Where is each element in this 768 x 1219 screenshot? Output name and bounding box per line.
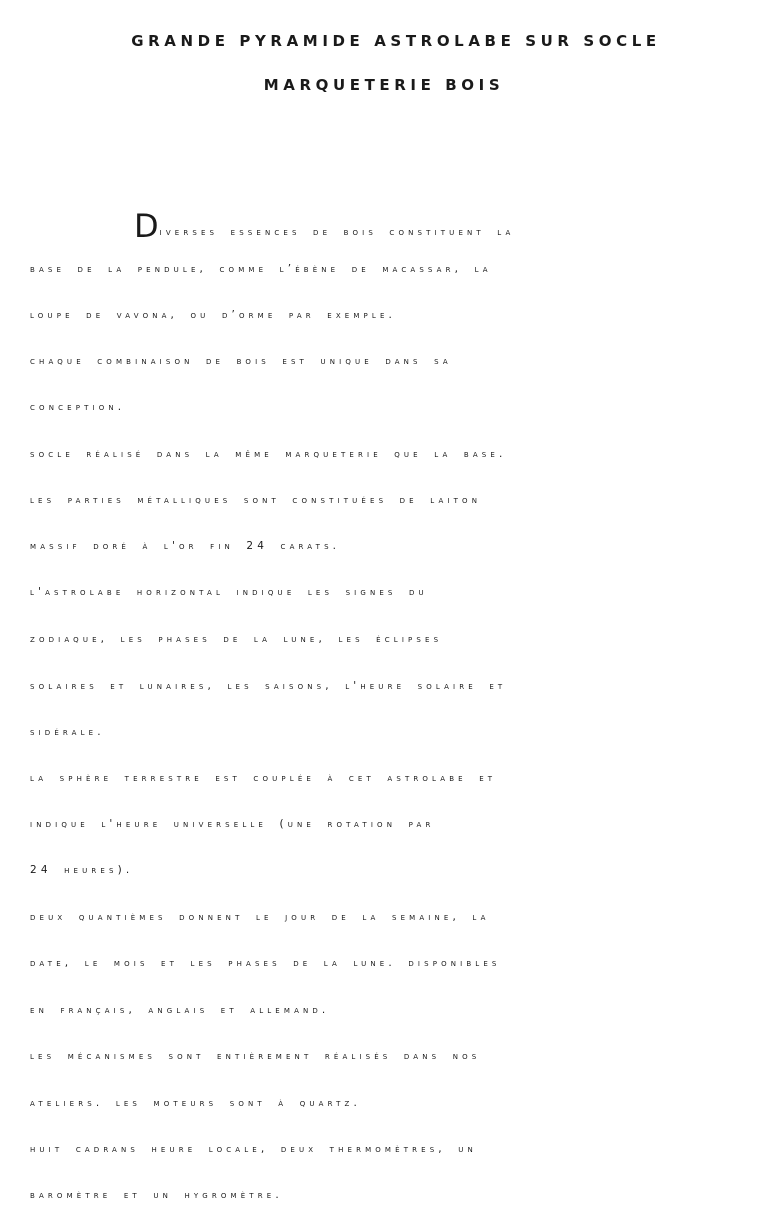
body-line-4: chaque combinaison de bois est unique dans sa <box>30 355 452 367</box>
body-line-18: en français, anglais et allemand. <box>30 1004 330 1016</box>
body-line-7: les parties métalliques sont constituées de laiton <box>30 494 482 506</box>
body-line-2: base de la pendule, comme l’ébène de macassar, la <box>30 263 492 275</box>
body-line-1 <box>134 207 515 245</box>
title-line-1: GRANDE PYRAMIDE ASTROLABE SUR SOCLE <box>131 32 661 50</box>
body-line-22: baromètre et un hygromètre. <box>30 1189 283 1201</box>
body-line-6: socle réalisé dans la même marqueterie que la base. <box>30 448 507 460</box>
body-line-13: la sphère terrestre est couplée à cet astrolabe et <box>30 772 497 784</box>
body-line-8: massif doré à l'or fin 24 carats. <box>30 540 341 552</box>
body-line-19: les mécanismes sont entièrement réalisés dans nos <box>30 1050 481 1062</box>
title-line-2: MARQUETERIE BOIS <box>263 76 505 94</box>
body-line-12: sidérale. <box>30 726 105 738</box>
body-line-3: loupe de vavona, ou d’orme par exemple. <box>30 309 397 321</box>
body-line-14: indique l'heure universelle (une rotation par <box>30 818 435 830</box>
body-line-5: conception. <box>30 401 126 413</box>
body-line-9: l'astrolabe horizontal indique les signes du <box>30 586 428 598</box>
body-line-17: date, le mois et les phases de la lune. disponibles <box>30 957 501 969</box>
body-line-10: zodiaque, les phases de la lune, les éclipses <box>30 633 443 645</box>
body-line-11: solaires et lunaires, les saisons, l'heure solaire et <box>30 680 507 692</box>
body-line-15: 24 heures). <box>30 864 134 876</box>
drop-cap: D <box>134 207 159 245</box>
body-line-21: huit cadrans heure locale, deux thermomètres, un <box>30 1143 477 1155</box>
body-line-1-text: iverses essences de bois constituent la <box>159 226 515 238</box>
body-line-16: deux quantièmes donnent le jour de la semaine, la <box>30 911 490 923</box>
body-line-20: ateliers. les moteurs sont à quartz. <box>30 1097 361 1109</box>
